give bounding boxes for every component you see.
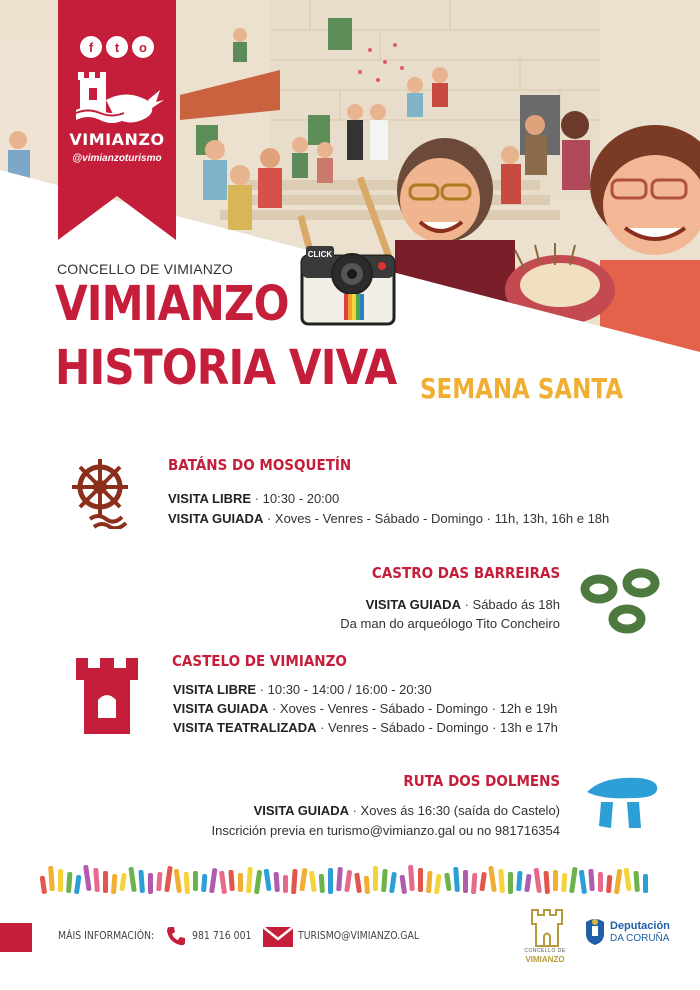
bunting-stroke: [291, 869, 298, 894]
bunting-stroke: [274, 872, 280, 892]
bunting-stroke: [238, 873, 243, 892]
phone-icon: [165, 925, 187, 947]
bunting-stroke: [138, 870, 145, 893]
bunting-stroke: [373, 866, 378, 891]
bunting-stroke: [561, 873, 567, 892]
section-line: VISITA LIBRE · 10:30 - 20:00: [168, 491, 340, 506]
footer-email[interactable]: TURISMO@VIMIANZO.GAL: [298, 929, 420, 942]
bunting-stroke: [328, 868, 333, 894]
bunting-stroke: [426, 871, 433, 893]
bunting-stroke: [174, 869, 182, 893]
section-title-castelo: CASTELO DE VIMIANZO: [172, 652, 347, 670]
bunting-stroke: [111, 874, 117, 894]
bunting-stroke: [228, 870, 234, 891]
brand-handle: @vimianzoturismo: [72, 153, 162, 164]
bunting-decoration: [36, 864, 650, 894]
castle-tower-icon: [74, 656, 140, 736]
brand-name: VIMIANZO: [69, 130, 165, 149]
bunting-stroke: [543, 871, 550, 894]
bunting-stroke: [201, 874, 207, 892]
event-subtitle: SEMANA SANTA: [420, 372, 623, 405]
castro-rings-icon: [577, 563, 665, 637]
brand-ribbon: [58, 0, 176, 240]
bunting-stroke: [444, 873, 451, 892]
concello-logo-line1: CONCELLO DE: [524, 948, 566, 954]
bunting-stroke: [66, 872, 72, 893]
bunting-stroke: [579, 870, 587, 894]
deputacion-name: Deputación: [610, 920, 670, 932]
bunting-stroke: [58, 869, 63, 892]
section-line: VISITA GUIADA · Sábado ás 18h: [365, 597, 560, 612]
bunting-stroke: [381, 869, 388, 892]
section-title-batans: BATÁNS DO MOSQUETÍN: [168, 456, 352, 474]
bunting-stroke: [156, 872, 162, 891]
page-title-line2: HISTORIA VIVA: [55, 340, 397, 396]
deputacion-sub: DA CORUÑA: [610, 933, 670, 944]
bunting-stroke: [254, 870, 262, 894]
bunting-stroke: [471, 873, 477, 894]
bunting-stroke: [309, 871, 317, 892]
bunting-stroke: [598, 872, 603, 892]
twitter-icon[interactable]: t: [106, 36, 128, 58]
footer-accent-bar: [0, 923, 32, 952]
section-line: VISITA GUIADA · Xoves - Venres - Sábado - Domingo · 12h e 19h: [173, 701, 558, 716]
concello-logo: [520, 906, 570, 966]
facebook-icon[interactable]: f: [80, 36, 102, 58]
footer-phone[interactable]: 981 716 001: [192, 929, 252, 942]
section-line: Inscrición previa en turismo@vimianzo.gal ou no 981716354: [211, 823, 560, 838]
bunting-stroke: [336, 867, 343, 891]
organization-name: CONCELLO DE VIMIANZO: [57, 261, 233, 277]
bunting-stroke: [48, 866, 55, 891]
bunting-stroke: [479, 872, 487, 892]
bunting-stroke: [643, 874, 648, 893]
concello-logo-line2: VIMIANZO: [525, 955, 565, 964]
section-line: Da man do arqueólogo Tito Concheiro: [340, 616, 560, 631]
email-icon: [262, 926, 294, 948]
deputacion-shield-icon: [584, 916, 606, 946]
camera-click-label: CLICK: [307, 250, 333, 259]
bunting-stroke: [128, 867, 136, 892]
bunting-stroke: [184, 872, 191, 894]
section-title-castro: CASTRO DAS BARREIRAS: [371, 564, 560, 582]
bunting-stroke: [299, 868, 307, 891]
bunting-stroke: [606, 875, 612, 893]
bunting-stroke: [219, 871, 227, 894]
bunting-stroke: [264, 869, 272, 891]
bunting-stroke: [148, 873, 153, 894]
section-line: VISITA LIBRE · 10:30 - 14:00 / 16:00 - 20:30: [173, 682, 432, 697]
section-line: VISITA TEATRALIZADA · Venres - Sábado - Domingo · 13h e 17h: [173, 720, 558, 735]
bunting-stroke: [164, 866, 173, 892]
bunting-stroke: [283, 875, 288, 893]
section-line: VISITA GUIADA · Xoves - Venres - Sábado - Domingo · 11h, 13h, 16h e 18h: [168, 511, 610, 526]
bunting-stroke: [463, 870, 468, 893]
bunting-stroke: [408, 865, 415, 891]
bunting-stroke: [614, 869, 622, 894]
bunting-stroke: [553, 870, 558, 891]
bunting-stroke: [119, 873, 126, 892]
bunting-stroke: [354, 873, 362, 894]
bunting-stroke: [453, 867, 460, 892]
bunting-stroke: [623, 868, 631, 891]
bunting-stroke: [569, 867, 578, 893]
bunting-stroke: [246, 867, 253, 893]
bunting-stroke: [344, 870, 352, 892]
bunting-stroke: [319, 874, 325, 893]
bunting-stroke: [83, 865, 92, 891]
bunting-stroke: [389, 872, 397, 893]
bunting-stroke: [524, 874, 531, 893]
section-line: VISITA GUIADA · Xoves ás 16:30 (saída do Castelo): [253, 803, 560, 818]
camera-icon: [300, 240, 398, 328]
bunting-stroke: [40, 876, 47, 894]
bunting-stroke: [633, 871, 639, 892]
bunting-stroke: [516, 871, 522, 891]
bunting-stroke: [364, 876, 370, 894]
bunting-stroke: [93, 868, 100, 892]
bunting-stroke: [434, 874, 442, 894]
bunting-stroke: [508, 872, 513, 894]
bunting-stroke: [588, 869, 595, 891]
bunting-stroke: [193, 871, 198, 891]
waterwheel-icon: [70, 457, 130, 529]
bunting-stroke: [103, 871, 108, 893]
dolmen-icon: [583, 772, 661, 832]
bunting-stroke: [418, 868, 423, 892]
bunting-stroke: [533, 868, 541, 893]
section-title-dolmens: RUTA DOS DOLMENS: [403, 772, 560, 790]
bunting-stroke: [498, 869, 505, 893]
bunting-stroke: [399, 875, 407, 894]
bunting-stroke: [488, 866, 497, 892]
page-title-line1: VIMIANZO: [55, 276, 289, 332]
instagram-icon[interactable]: o: [132, 36, 154, 58]
bunting-stroke: [209, 868, 217, 893]
more-info-label: MÁIS INFORMACIÓN:: [58, 929, 155, 942]
bunting-stroke: [74, 875, 82, 894]
